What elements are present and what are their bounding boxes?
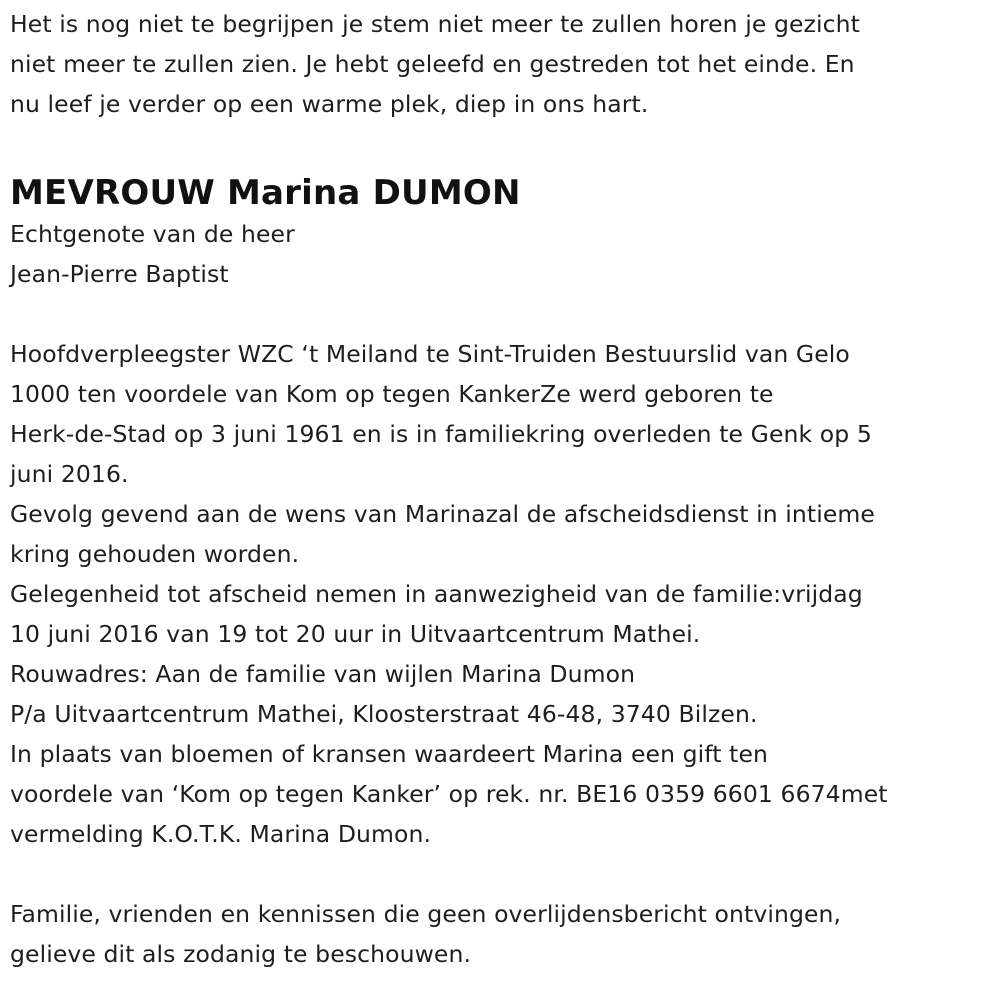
relation-line: Echtgenote van de heer bbox=[10, 220, 295, 248]
obituary-page bbox=[10, 4, 990, 974]
intro-line: Het is nog niet te begrijpen je stem niet meer te zullen horen je gezicht bbox=[10, 10, 860, 38]
deceased-name: MEVROUW Marina DUMON bbox=[10, 173, 521, 213]
body-line: juni 2016. bbox=[10, 460, 129, 488]
body-line: 1000 ten voordele van Kom op tegen KankerZe werd geboren te bbox=[10, 380, 774, 408]
body-line: vermelding K.O.T.K. Marina Dumon. bbox=[10, 820, 432, 848]
body-line: In plaats van bloemen of kransen waardeert Marina een gift ten bbox=[10, 740, 769, 768]
spacer bbox=[10, 854, 990, 894]
body-line: 10 juni 2016 van 19 tot 20 uur in Uitvaartcentrum Mathei. bbox=[10, 620, 701, 648]
spacer bbox=[10, 294, 990, 334]
intro-text bbox=[10, 4, 990, 124]
body-line: voordele van ‘Kom op tegen Kanker’ op rek. nr. BE16 0359 6601 6674met bbox=[10, 780, 888, 808]
closing-text bbox=[10, 894, 990, 974]
spacer bbox=[10, 124, 990, 172]
body-line: P/a Uitvaartcentrum Mathei, Kloosterstraat 46-48, 3740 Bilzen. bbox=[10, 700, 758, 728]
body-line: kring gehouden worden. bbox=[10, 540, 300, 568]
intro-line: nu leef je verder op een warme plek, diep in ons hart. bbox=[10, 90, 649, 118]
body-line: Hoofdverpleegster WZC ‘t Meiland te Sint-Truiden Bestuurslid van Gelo bbox=[10, 340, 850, 368]
closing-line: Familie, vrienden en kennissen die geen overlijdensbericht ontvingen, bbox=[10, 900, 842, 928]
closing-line: gelieve dit als zodanig te beschouwen. bbox=[10, 940, 472, 968]
obituary-body bbox=[10, 334, 990, 854]
body-line: Rouwadres: Aan de familie van wijlen Marina Dumon bbox=[10, 660, 636, 688]
intro-line: niet meer te zullen zien. Je hebt geleefd en gestreden tot het einde. En bbox=[10, 50, 855, 78]
spouse-name: Jean-Pierre Baptist bbox=[10, 260, 229, 288]
body-line: Herk-de-Stad op 3 juni 1961 en is in familiekring overleden te Genk op 5 bbox=[10, 420, 872, 448]
body-line: Gelegenheid tot afscheid nemen in aanwezigheid van de familie:vrijdag bbox=[10, 580, 863, 608]
body-line: Gevolg gevend aan de wens van Marinazal de afscheidsdienst in intieme bbox=[10, 500, 875, 528]
